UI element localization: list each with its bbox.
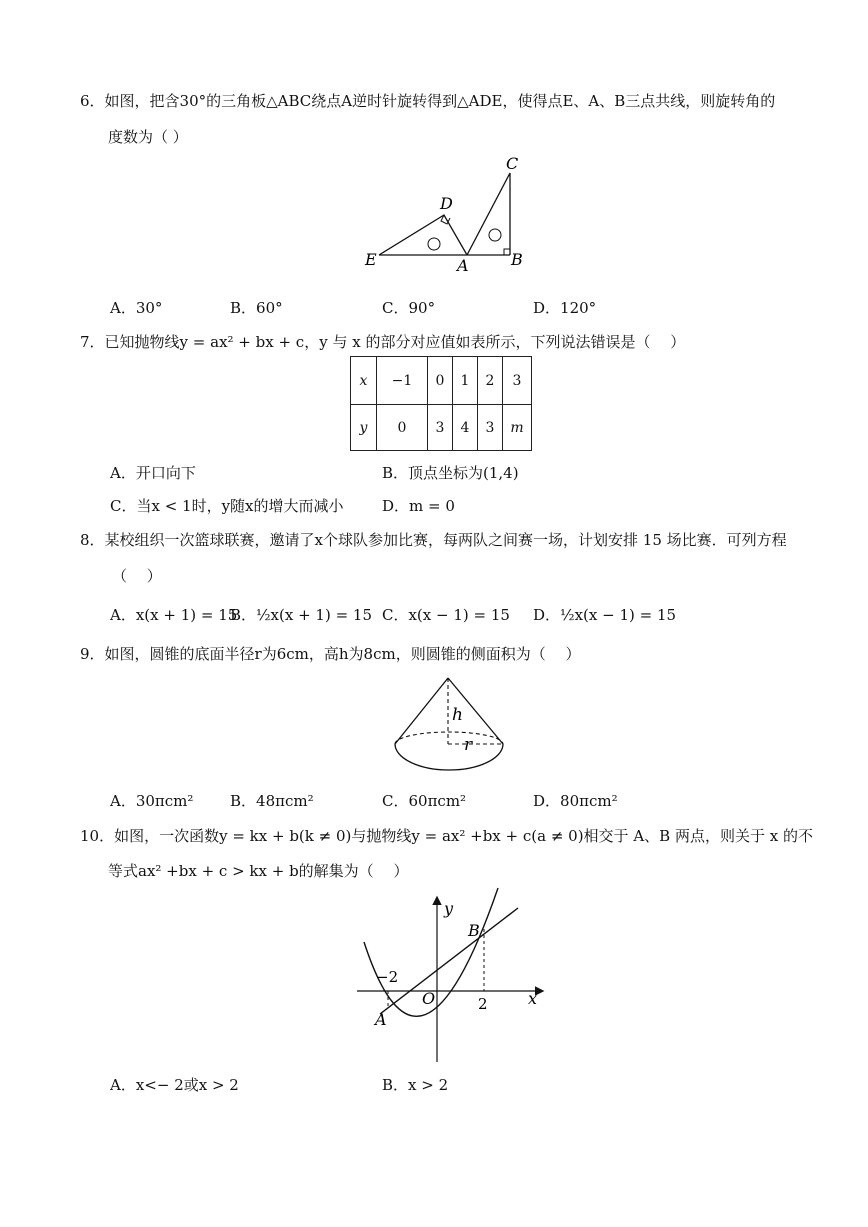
q8-option-d[interactable]: D．½x(x − 1) = 15 — [533, 606, 677, 624]
q9-option-c[interactable]: C．60πcm² — [382, 792, 467, 810]
label-A: A — [457, 256, 469, 273]
q7-stem: 7．已知抛物线y = ax² + bx + c，y 与 x 的部分对应值如表所示，下列说法错误是（ ） — [80, 333, 686, 351]
table-cell: y — [351, 405, 377, 451]
table-cell: 3 — [428, 405, 453, 451]
q7-option-c[interactable]: C．当x < 1时，y随x的增大而减小 — [110, 497, 344, 515]
q7-value-table — [350, 356, 532, 451]
table-cell: 0 — [428, 357, 453, 405]
q9-option-d[interactable]: D．80πcm² — [533, 792, 618, 810]
q6-stem-line2: 度数为（ ） — [108, 128, 188, 146]
q9-cone-figure — [388, 672, 513, 778]
label-B: B — [468, 921, 480, 940]
table-cell: 4 — [453, 405, 478, 451]
table-cell: −1 — [377, 357, 428, 405]
label-r: r — [464, 735, 473, 755]
q10-stem-line2: 等式ax² +bx + c > kx + b的解集为（ ） — [108, 862, 409, 880]
label-C: C — [506, 155, 519, 173]
label-2: 2 — [478, 995, 488, 1013]
label-O: O — [422, 989, 436, 1008]
q8-option-c[interactable]: C．x(x − 1) = 15 — [382, 606, 510, 624]
q6-rotated-triangles-figure — [360, 155, 540, 273]
label-h: h — [452, 705, 463, 725]
label-D: D — [440, 194, 453, 213]
q10-function-graph-figure — [352, 884, 552, 1066]
label-A: A — [375, 1010, 387, 1029]
q8-option-b[interactable]: B．½x(x + 1) = 15 — [230, 606, 373, 624]
q8-option-a[interactable]: A．x(x + 1) = 15 — [110, 606, 238, 624]
label-y: y — [444, 899, 454, 918]
q6-option-c[interactable]: C．90° — [382, 299, 436, 317]
label-x: x — [528, 989, 538, 1008]
table-cell: 0 — [377, 405, 428, 451]
label-B: B — [511, 250, 523, 269]
q7-option-b[interactable]: B．顶点坐标为(1,4) — [382, 464, 519, 482]
q7-option-d[interactable]: D．m = 0 — [382, 497, 455, 515]
q7-option-a[interactable]: A．开口向下 — [110, 464, 196, 482]
table-cell: 3 — [503, 357, 532, 405]
table-cell: m — [503, 405, 532, 451]
q10-option-b[interactable]: B．x > 2 — [382, 1076, 449, 1094]
label-E: E — [365, 250, 377, 269]
table-cell: x — [351, 357, 377, 405]
table-cell: 1 — [453, 357, 478, 405]
q6-option-d[interactable]: D．120° — [533, 299, 597, 317]
q6-option-b[interactable]: B．60° — [230, 299, 283, 317]
table-cell: 3 — [478, 405, 503, 451]
q6-stem-line1: 6．如图，把含30°的三角板△ABC绕点A逆时针旋转得到△ADE，使得点E、A、B三点共线，则旋转角的 — [80, 92, 776, 110]
q10-option-a[interactable]: A．x<− 2或x > 2 — [110, 1076, 239, 1094]
q10-stem-line1: 10．如图，一次函数y = kx + b(k ≠ 0)与抛物线y = ax² +bx + c(a ≠ 0)相交于 A、B 两点，则关于 x 的不 — [80, 827, 813, 845]
q6-option-a[interactable]: A．30° — [110, 299, 163, 317]
label-neg2: −2 — [376, 968, 399, 986]
q9-option-b[interactable]: B．48πcm² — [230, 792, 314, 810]
q9-stem: 9．如图，圆锥的底面半径r为6cm，高h为8cm，则圆锥的侧面积为（ ） — [80, 645, 581, 663]
table-cell: 2 — [478, 357, 503, 405]
q8-stem-line1: 8．某校组织一次篮球联赛，邀请了x个球队参加比赛，每两队之间赛一场，计划安排 15 场比赛．可列方程 — [80, 531, 787, 549]
q8-stem-line2: （ ） — [112, 567, 162, 585]
q9-option-a[interactable]: A．30πcm² — [110, 792, 194, 810]
